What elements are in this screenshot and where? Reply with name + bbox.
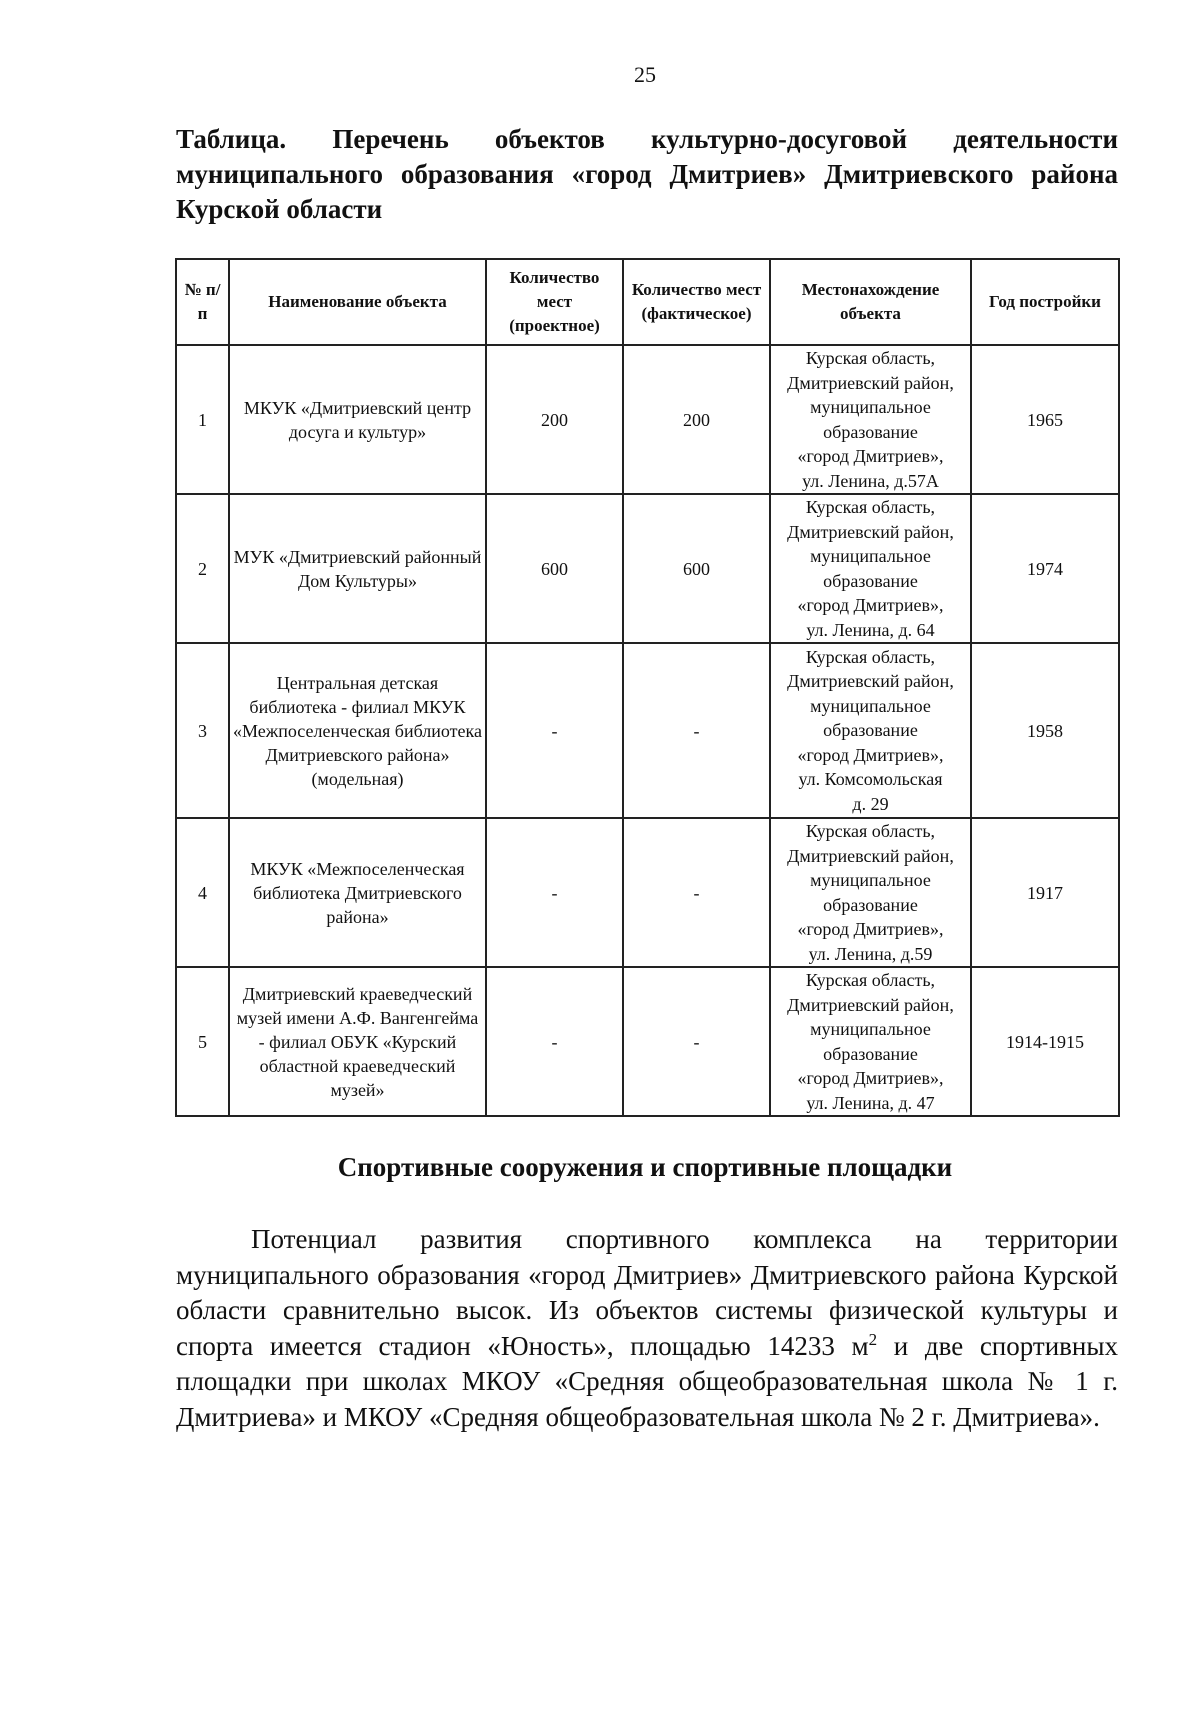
location-line: «город Дмитриев»,	[797, 744, 944, 765]
table-title: Таблица. Перечень объектов культурно-досуговой деятельности муниципального образования «город Дмитриев» Дмитриевского района Курской области	[176, 124, 1118, 224]
table-row	[176, 818, 1119, 967]
cell-num: 2	[176, 494, 229, 643]
body-paragraph	[176, 1222, 1118, 1435]
cell-name: МКУК «Дмитриевский центр досуга и культур»	[229, 345, 486, 494]
table-row	[176, 494, 1119, 643]
cell-location	[770, 818, 971, 967]
table-row	[176, 967, 1119, 1116]
location-line: Курская область,	[805, 348, 936, 368]
location-line: ул. Ленина, д. 47	[806, 1092, 935, 1113]
cell-name: МКУК «Межпоселенческая библиотека Дмитриевского района»	[229, 818, 486, 967]
culture-objects-table	[175, 258, 1120, 1117]
location-line: муниципальное	[810, 870, 931, 890]
cell-name: Центральная детская библиотека - филиал МКУК «Межпоселенческая библиотека Дмитриевского района» (модельная)	[229, 643, 486, 818]
header-seats-actual: Количество мест (фактическое)	[623, 259, 770, 345]
location-line: образование	[823, 894, 918, 915]
location-line: муниципальное	[810, 397, 931, 417]
table-row	[176, 345, 1119, 494]
header-year: Год постройки	[971, 259, 1119, 345]
cell-seats-project: 200	[486, 345, 623, 494]
cell-seats-actual: -	[623, 643, 770, 818]
cell-year: 1914-1915	[971, 967, 1119, 1116]
location-line: муниципальное	[810, 695, 931, 716]
location-line: образование	[823, 421, 918, 442]
cell-seats-actual: 600	[623, 494, 770, 643]
location-line: Дмитриевский район,	[787, 845, 954, 866]
cell-seats-actual: -	[623, 967, 770, 1116]
location-line: Дмитриевский район,	[787, 372, 954, 393]
cell-seats-actual: -	[623, 818, 770, 967]
cell-seats-project: -	[486, 818, 623, 967]
paragraph-text: Потенциал развития спортивного комплекса на территории муниципального образования «город Дмитриев» Дмитриевского района Курской области сравнительно высок. Из объектов системы физической культуры и спорта имеется стадион «Юность», площадью 14233 м	[176, 1224, 1118, 1361]
cell-seats-project: -	[486, 967, 623, 1116]
cell-year: 1958	[971, 643, 1119, 818]
location-line: Дмитриевский район,	[787, 671, 954, 692]
superscript: 2	[868, 1329, 878, 1349]
location-line: Курская область,	[805, 497, 936, 517]
table-row	[176, 643, 1119, 818]
location-line: «город Дмитриев»,	[797, 446, 944, 466]
location-line: Курская область,	[805, 821, 936, 841]
cell-num: 3	[176, 643, 229, 818]
location-line: муниципальное	[810, 1019, 931, 1039]
cell-seats-project: -	[486, 643, 623, 818]
location-line: муниципальное	[810, 546, 931, 566]
cell-year: 1917	[971, 818, 1119, 967]
cell-year: 1965	[971, 345, 1119, 494]
location-line: «город Дмитриев»,	[797, 595, 944, 615]
cell-location	[770, 643, 971, 818]
location-line: «город Дмитриев»,	[797, 1068, 944, 1088]
location-line: Курская область,	[805, 970, 936, 990]
location-line: ул. Ленина, д.59	[808, 943, 933, 964]
cell-location	[770, 967, 971, 1116]
location-line: ул. Ленина, д.57А	[802, 470, 939, 491]
cell-num: 5	[176, 967, 229, 1116]
table-header-row	[176, 259, 1119, 345]
cell-name: Дмитриевский краеведческий музей имени А.Ф. Вангенгейма - филиал ОБУК «Курский областной краеведческий музей»	[229, 967, 486, 1116]
location-line: образование	[823, 570, 918, 591]
location-line: Дмитриевский район,	[787, 521, 954, 542]
location-line: «город Дмитриев»,	[797, 919, 944, 939]
cell-seats-actual: 200	[623, 345, 770, 494]
header-location: Местонахождение объекта	[770, 259, 971, 345]
location-line: ул. Ленина, д. 64	[806, 619, 935, 640]
section-heading: Спортивные сооружения и спортивные площадки	[337, 1152, 953, 1182]
cell-num: 1	[176, 345, 229, 494]
cell-num: 4	[176, 818, 229, 967]
location-line: Курская область,	[805, 646, 936, 667]
location-line: д. 29	[852, 793, 889, 814]
location-line: образование	[823, 1043, 918, 1064]
location-line: ул. Комсомольская	[798, 769, 943, 790]
header-seats-project: Количество мест (проектное)	[486, 259, 623, 345]
cell-name: МУК «Дмитриевский районный Дом Культуры»	[229, 494, 486, 643]
cell-year: 1974	[971, 494, 1119, 643]
header-num: № п/п	[176, 259, 229, 345]
cell-location	[770, 345, 971, 494]
location-line: Дмитриевский район,	[787, 994, 954, 1015]
header-name: Наименование объекта	[229, 259, 486, 345]
location-line: образование	[823, 720, 918, 741]
cell-location	[770, 494, 971, 643]
cell-seats-project: 600	[486, 494, 623, 643]
page-number: 25	[634, 62, 656, 87]
paragraph-text-continued: и две спортивных площадки при школах МКОУ «Средняя общеобразовательная школа № 1 г. Дмитриева» и МКОУ «Средняя общеобразовательная школа № 2 г. Дмитриева».	[176, 1330, 1118, 1432]
